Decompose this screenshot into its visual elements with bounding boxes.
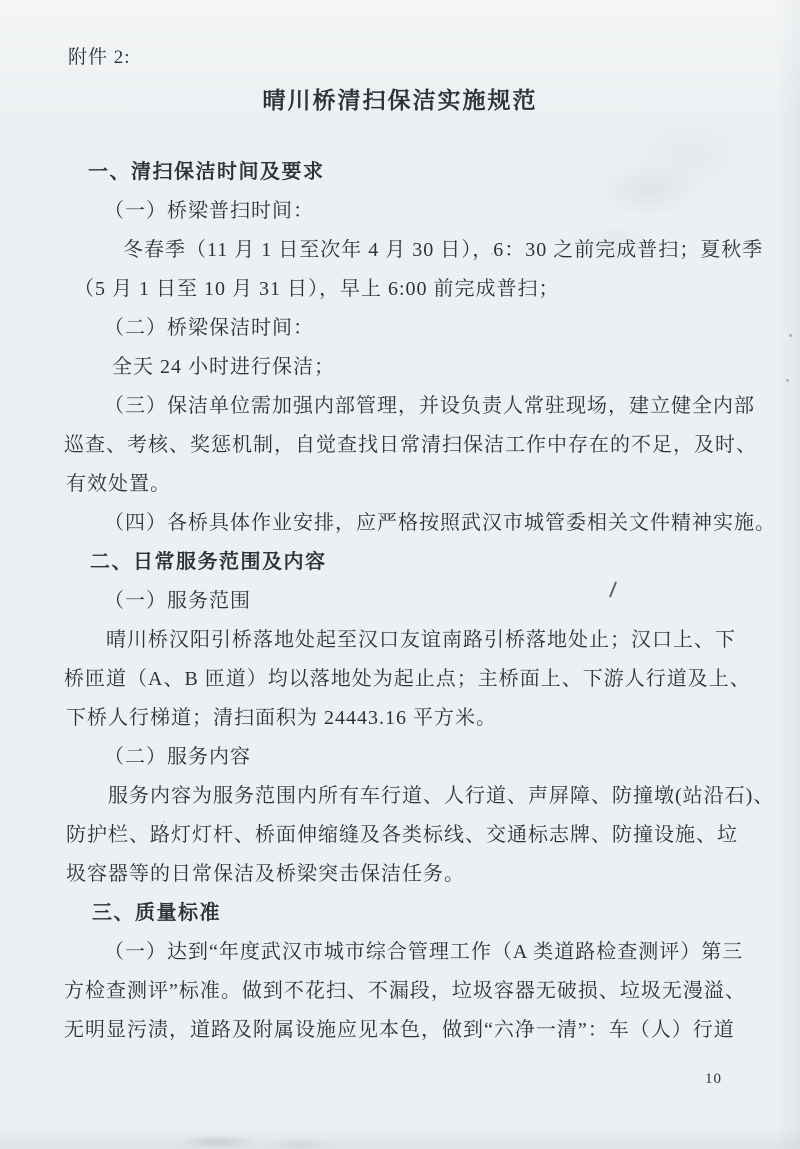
body-line: 冬春季（11 月 1 日至次年 4 月 30 日），6：30 之前完成普扫；夏秋季 bbox=[123, 239, 764, 261]
body-line: （一）达到“年度武汉市城市综合管理工作（A 类道路检查测评）第三 bbox=[104, 941, 744, 963]
body-line: 全天 24 小时进行保洁； bbox=[112, 356, 335, 378]
scan-speck bbox=[786, 379, 789, 382]
page-number: 10 bbox=[705, 1071, 722, 1087]
heading-section-2: 二、日常服务范围及内容 bbox=[90, 551, 327, 573]
body-line: 圾容器等的日常保洁及桥梁突击保洁任务。 bbox=[66, 863, 465, 885]
document-title: 晴川桥清扫保洁实施规范 bbox=[262, 88, 538, 113]
scan-speck bbox=[789, 334, 792, 337]
body-line: （一）服务范围 bbox=[104, 590, 251, 612]
scan-speck bbox=[491, 253, 493, 255]
body-line: 方检查测评”标准。做到不花扫、不漏段，垃圾容器无破损、垃圾无漫溢、 bbox=[64, 980, 746, 1002]
scan-speck bbox=[163, 821, 165, 823]
body-line: 晴川桥汉阳引桥落地处起至汉口友谊南路引桥落地处止；汉口上、下 bbox=[106, 629, 736, 651]
body-line: （四）各桥具体作业安排，应严格按照武汉市城管委相关文件精神实施。 bbox=[104, 512, 776, 534]
body-line: 下桥人行梯道；清扫面积为 24443.16 平方米。 bbox=[66, 707, 497, 729]
body-line: 有效处置。 bbox=[66, 473, 171, 495]
body-line: （三）保洁单位需加强内部管理，并设负责人常驻现场，建立健全内部 bbox=[104, 395, 755, 417]
body-line: （二）桥梁保洁时间： bbox=[104, 317, 314, 339]
heading-section-1: 一、清扫保洁时间及要求 bbox=[88, 161, 325, 183]
body-line: 防护栏、路灯灯杆、桥面伸缩缝及各类标线、交通标志牌、防撞设施、垃 bbox=[66, 824, 738, 846]
body-line: （二）服务内容 bbox=[104, 746, 251, 768]
attachment-label: 附件 2: bbox=[68, 47, 131, 68]
body-line: （5 月 1 日至 10 月 31 日），早上 6:00 前完成普扫； bbox=[74, 278, 560, 300]
body-line: 无明显污渍，道路及附属设施应见本色，做到“六净一清”：车（人）行道 bbox=[64, 1019, 735, 1041]
body-line: 桥匝道（A、B 匝道）均以落地处为起止点；主桥面上、下游人行道及上、 bbox=[64, 668, 751, 690]
document-body bbox=[64, 153, 776, 1050]
body-line: 巡查、考核、奖惩机制，自觉查找日常清扫保洁工作中存在的不足，及时、 bbox=[64, 434, 757, 456]
heading-section-3: 三、质量标准 bbox=[92, 902, 221, 924]
body-line: 服务内容为服务范围内所有车行道、人行道、声屏障、防撞墩(站沿石)、 bbox=[108, 785, 775, 807]
body-line: （一）桥梁普扫时间： bbox=[104, 200, 314, 222]
